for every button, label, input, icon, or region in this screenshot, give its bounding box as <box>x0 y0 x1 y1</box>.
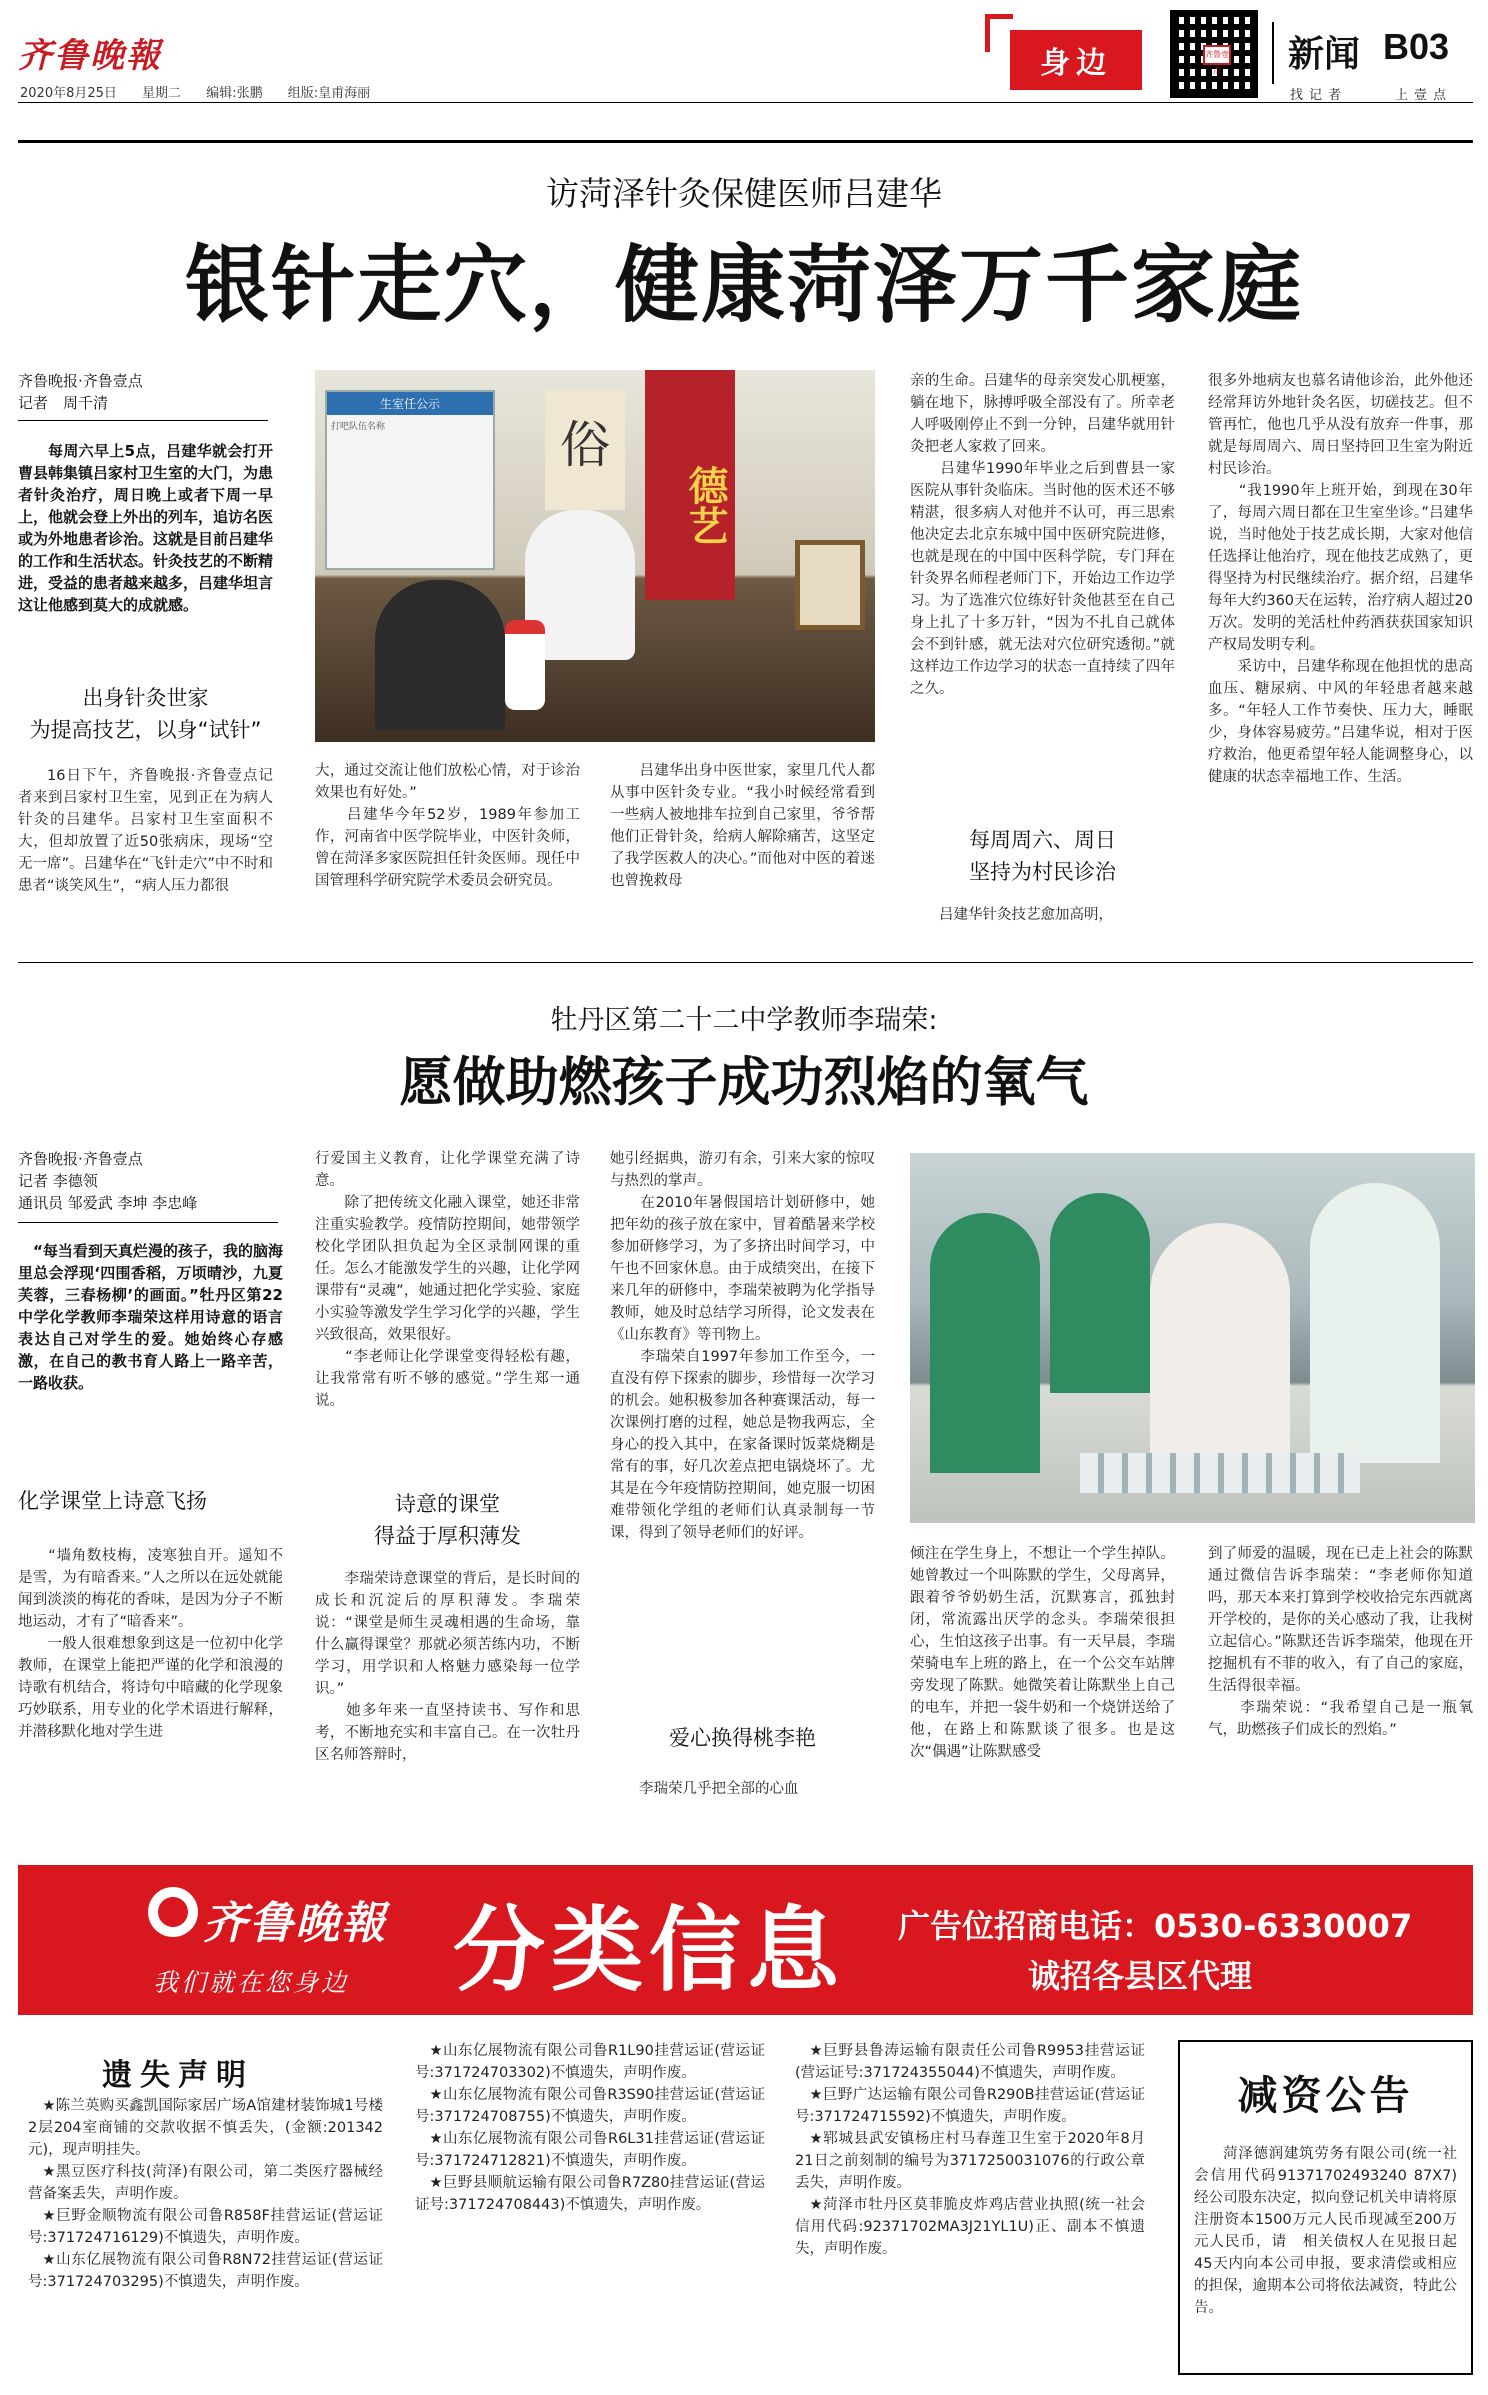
story2-headline: 愿做助燃孩子成功烈焰的氧气 <box>399 1052 1089 1113</box>
story1-col4-tail: 吕建华针灸技艺愈加高明， <box>910 907 1113 923</box>
story1-col4: 亲的生命。吕建华的母亲突发心肌梗塞，躺在地下，脉搏呼吸全部没有了。所幸老人呼吸刚停止不到一分钟，吕建华就用针灸把老人家救了回来。 吕建华1990年毕业之后到曹县一家医院从事针灸临床。当时他的医术还不够精湛，很多病人对他并不认可，再三思索他决定去北京东城中国中医研究院进修，也就是现在的中国中医科学院，专门拜在针灸界名师程老师门下，开始边工作边学习。为了选准穴位练好针灸他甚至在自己身上扎了十多万针，“因为不扎自己就体会不到针感，就无法对穴位研究透彻。”就这样边工作边学习的状态一直持续了四年之久。 <box>910 373 1175 697</box>
classified-item: ★巨野金顺物流有限公司鲁R858F挂营运证(营运证号:371724716129)不慎遗失，声明作废。 <box>28 2208 383 2246</box>
photo-banner: 德艺 <box>645 370 735 600</box>
classified-title: 分类信息 <box>453 1897 846 2004</box>
story1-subhead1-line1: 出身针灸世家 <box>82 686 209 710</box>
issue-meta <box>20 82 370 101</box>
classified-item: ★巨野广达运输有限公司鲁R290B挂营运证(营运证号:371724715592)不慎遗失，声明作废。 <box>795 2087 1145 2125</box>
story2-col5: 到了师爱的温暖，现在已走上社会的陈默通过微信告诉李瑞荣：“李老师你知道吗，那天本来打算到学校收拾完东西就离开学校的，是你的关心感动了我，让我树立起信心。”陈默还告诉李瑞荣，他现在开挖掘机有不菲的收入，有了自己的家庭，生活得很幸福。 李瑞荣说：“我希望自己是一瓶氧气，助燃孩子们成长的烈焰。” <box>1208 1546 1473 1738</box>
classified-logo-slogan: 我们就在您身边 <box>153 1968 350 1997</box>
story2-subhead2-line2: 得益于厚积薄发 <box>374 1524 521 1548</box>
story2-kicker: 牡丹区第二十二中学教师李瑞荣: <box>550 1005 938 1036</box>
classified-item: ★郓城县武安镇杨庄村马春莲卫生室于2020年8月21日之前刻制的编号为3717250031076的行政公章丢失，声明作废。 <box>795 2131 1145 2191</box>
story1-subhead2 <box>910 824 1175 888</box>
story2-subhead1: 化学课堂上诗意飞扬 <box>18 1489 207 1513</box>
classified-item: ★巨野县鲁涛运输有限责任公司鲁R9953挂营运证(营运证号:371724355044)不慎遗失，声明作废。 <box>795 2043 1145 2081</box>
photo-notice-board <box>325 390 495 570</box>
classified-logo-icon <box>148 1887 198 1937</box>
classified-item: ★陈兰英购买鑫凯国际家居广场A馆建材装饰城1号楼2层204室商铺的交款收据不慎丢失，(金额:201342元)，现声明挂失。 <box>28 2098 383 2158</box>
story2-col1-body: “墙角数枝梅，凌寒独自开。遥知不是雪，为有暗香来。”人之所以在远处就能闻到淡淡的梅花的香味，是因为分子不断地运动，才有了“暗香来”。 一般人很难想象到这是一位初中化学教师，在课堂上能把严谨的化学和浪漫的诗歌有机结合，将诗句中暗藏的化学现象巧妙联系，用专业的化学术语进行解释，并潜移默化地对学生进 <box>18 1548 283 1740</box>
classified-item: ★山东亿展物流有限公司鲁R6L31挂营运证(营运证号:371724712821)不慎遗失，声明作废。 <box>415 2131 765 2169</box>
classified-recruit: 诚招各县区代理 <box>1028 1957 1253 1995</box>
story1-byline <box>18 370 268 414</box>
story2-col2-body: 李瑞荣诗意课堂的背后，是长时间的成长和沉淀后的厚积薄发。李瑞荣说：“课堂是师生灵魂相遇的生命场，靠什么赢得课堂？那就必须苦练内功，不断学习，用学识和人格魅力感染每一位学识。” 她多年来一直坚持读书、写作和思考，不断地充实和丰富自己。在一次牡丹区名师答辩时， <box>315 1571 580 1763</box>
classified-banner <box>18 1865 1473 2015</box>
issue-date: 2020年8月25日 <box>20 86 117 101</box>
story2-byline-reporter: 记者 李德领 <box>18 1172 98 1190</box>
story2-subhead2-line1: 诗意的课堂 <box>395 1492 500 1516</box>
lost-notice-title: 遗失声明 <box>102 2058 254 2093</box>
classified-col1 <box>28 2095 383 2293</box>
story2-col2-top: 行爱国主义教育，让化学课堂充满了诗意。 除了把传统文化融入课堂，她还非常注重实验教学。疫情防控期间，她带领学校化学团队担负起为全区录制网课的重任。怎么才能激发学生的兴趣，让化学网课带有“灵魂”，她通过把化学实验、家庭小实验等激发学生学习化学的兴趣，学生兴致很高，效果很好。 “李老师让化学课堂变得轻松有趣，让我常常有听不够的感觉。”学生郑一通说。 <box>315 1151 580 1409</box>
classified-item: ★山东亿展物流有限公司鲁R1L90挂营运证(营运证号:371724703302)不慎遗失，声明作废。 <box>415 2043 765 2081</box>
qr-code-icon <box>1170 10 1258 98</box>
story2-byline <box>18 1148 283 1214</box>
issue-editor: 编辑:张鹏 <box>206 86 263 101</box>
photo-notice-sub: 打吧队伍名称 <box>331 422 386 432</box>
photo-frame <box>795 540 865 630</box>
story1-col3: 吕建华出身中医世家，家里几代人都从事中医针灸专业。“我小时候经常看到一些病人被地排车拉到自己家里，爷爷帮他们正骨针灸，给病人解除痛苦，这坚定了我学医救人的决心。”而他对中医的着迷也曾挽救母 <box>610 763 875 889</box>
story1-kicker: 访菏泽针灸保健医师吕建华 <box>546 174 942 213</box>
story2-top-rule <box>18 962 1473 963</box>
story1-col1-body: 16日下午，齐鲁晚报·齐鲁壹点记者来到吕家村卫生室，见到正在为病人针灸的吕建华。吕家村卫生室面积不大，但却放置了近50张病床，现场“空无一席”。吕建华在“飞针走穴”中不时和患者“谈笑风生”，“病人压力都很 <box>18 768 273 894</box>
photo-student-right <box>1310 1183 1440 1463</box>
classified-item: ★黑豆医疗科技(菏泽)有限公司，第二类医疗器械经营备案丢失，声明作废。 <box>28 2164 383 2202</box>
story1-byline-rule <box>18 420 268 421</box>
section-news-label: 新闻 <box>1288 34 1361 75</box>
story1-byline-reporter: 记者 周千清 <box>18 394 109 412</box>
page-number: B03 <box>1383 26 1450 67</box>
story1-subhead1 <box>18 682 273 746</box>
slogan-right: 上壹点 <box>1395 88 1453 103</box>
story1-subhead2-line2: 坚持为村民诊治 <box>969 860 1116 884</box>
issue-weekday: 星期二 <box>142 86 182 101</box>
qr-center-label: 齐鲁壹点 <box>1203 45 1231 65</box>
story2-lead: “每当看到天真烂漫的孩子，我的脑海里总会浮现‘四围香稻，万顷晴沙，九夏芙蓉，三春杨柳’的画面。”牡丹区第22中学化学教师李瑞荣这样用诗意的语言表达自己对学生的爱。她始终心存感激，在自己的教书育人路上一路辛苦，一路收获。 <box>18 1242 283 1392</box>
issue-designer: 组版:皇甫海丽 <box>287 86 371 101</box>
classified-item: ★菏泽市牡丹区莫菲脆皮炸鸡店营业执照(统一社会信用代码:92371702MA3J21YL1U)正、副本不慎遗失，声明作废。 <box>795 2197 1145 2257</box>
photo-teacher <box>1150 1223 1290 1463</box>
story2-subhead2 <box>315 1488 580 1552</box>
story1-photo <box>315 370 875 742</box>
masthead-logo: 齐鲁晚報 <box>18 36 162 76</box>
classified-phone: 广告位招商电话：0530-6330007 <box>898 1907 1413 1945</box>
photo-beakers <box>1080 1453 1360 1493</box>
story1-col5: 很多外地病友也慕名请他诊治，此外他还经常拜访外地针灸名医，切磋技艺。但不管再忙，他也几乎从没有放弃一件事，那就是每周周六、周日坚持回卫生室为附近村民诊治。 “我1990年上班开始，到现在30年了，每周六周日都在卫生室坐诊。”吕建华说，当时他处于技艺成长期，大家对他信任选择让他治疗，现在他技艺成熟了，更得坚持为村民继续治疗。据介绍，吕建华每年大约360天在运转，治疗病人超过20万次。发明的羌活杜仲药酒获获国家知识产权局发明专利。 采访中，吕建华称现在他担忧的患高血压、糖尿病、中风的年轻患者越来越多。“年轻人工作节奏快、压力大，睡眠少，身体容易疲劳。”吕建华说，相对于医疗救治，他更希望年轻人能调整身心，以健康的状态幸福地工作、生活。 <box>1208 373 1473 785</box>
story2-byline-rule <box>18 1222 278 1223</box>
classified-item: ★巨野县顺航运输有限公司鲁R7Z80挂营运证(营运证号:371724708443)不慎遗失，声明作废。 <box>415 2175 765 2213</box>
story2-photo <box>910 1153 1475 1523</box>
classified-col2 <box>415 2040 765 2216</box>
reduce-notice-body: 菏泽德润建筑劳务有限公司(统一社会信用代码91371702493240 87X7)经公司股东决定，拟向登记机关申请将原注册资本1500万元人民币现减至200万元人民币，请 相关债权人在见报日起45天内向本公司申报，要求清偿或相应的担保，逾期本公司将依法减资，特此公告。 <box>1194 2146 1457 2316</box>
photo-notice-title: 生室任公示 <box>327 392 493 415</box>
classified-col3 <box>795 2040 1145 2260</box>
story1-subhead2-line1: 每周周六、周日 <box>969 828 1116 852</box>
photo-calligraphy: 俗 <box>545 390 625 510</box>
header-rule <box>18 102 1473 103</box>
story1-lead: 每周六早上5点，吕建华就会打开曹县韩集镇吕家村卫生室的大门，为患者针灸治疗，周日晚上或者下周一早上，他就会登上外出的列车，追访名医或为外地患者诊治。这就是目前吕建华的工作和生活状态。针灸技艺的不断精进，受益的患者越来越多，吕建华坦言这让他感到莫大的成就感。 <box>18 442 274 614</box>
story2-col3-top: 她引经据典，游刃有余，引来大家的惊叹与热烈的掌声。 在2010年暑假国培计划研修中，她把年幼的孩子放在家中，冒着酷暑来学校参加研修学习，为了多挤出时间学习，中午也不回家休息。由于成绩突出，在接下来几年的研修中，李瑞荣被聘为化学指导教师，她及时总结学习所得，论文发表在《山东教育》等刊物上。 李瑞荣自1997年参加工作至今，一直没有停下探索的脚步，珍惜每一次学习的机会。她积极参加各种赛课活动，每一次课例打磨的过程，她总是物我两忘，全身心的投入其中，在家备课时饭菜烧糊是常有的事，好几次差点把电锅烧坏了。尤其是在今年疫情防控期间，她克服一切困难带领化学组的老师们认真录制每一节课，得到了领导老师们的好评。 <box>610 1151 875 1541</box>
story1-byline-outlet: 齐鲁晚报·齐鲁壹点 <box>18 372 143 390</box>
story2-byline-corr: 通讯员 邹爱武 李坤 李忠峰 <box>18 1194 198 1212</box>
classified-logo: 齐鲁晚報 <box>203 1898 387 1949</box>
header-vrule <box>1272 22 1274 84</box>
story2-col3-body: 李瑞荣几乎把全部的心血 <box>610 1781 799 1797</box>
photo-patient <box>375 580 505 730</box>
section-tag: 身边 <box>1010 30 1142 90</box>
corner-mark-icon <box>985 14 1015 54</box>
slogan-left: 找记者 <box>1290 88 1348 103</box>
story1-col2: 大，通过交流让他们放松心情，对于诊治效果也有好处。” 吕建华今年52岁，1989年参加工作，河南省中医学院毕业，中医针灸师，曾在菏泽多家医院担任针灸医师。现任中国管理科学研究院学术委员会研究员。 <box>315 763 580 889</box>
photo-student-left <box>930 1213 1040 1473</box>
photo-bottle <box>505 620 545 710</box>
story2-col4: 倾注在学生身上，不想让一个学生掉队。她曾教过一个叫陈默的学生，父母离异，跟着爷爷奶奶生活，沉默寡言，孤独封闭，常流露出厌学的念头。李瑞荣很担心，生怕这孩子出事。有一天早晨，李瑞荣骑电车上班的路上，在一个公交车站牌旁发现了陈默。她微笑着让陈默坐上自己的电车，并把一袋牛奶和一个烧饼送给了他，在路上和陈默谈了很多。也是这次“偶遇”让陈默感受 <box>910 1546 1175 1760</box>
photo-student-back <box>1050 1193 1150 1393</box>
story1-top-rule <box>18 140 1473 143</box>
classified-item: ★山东亿展物流有限公司鲁R3S90挂营运证(营运证号:371724708755)不慎遗失，声明作废。 <box>415 2087 765 2125</box>
reduce-notice-box <box>1178 2040 1473 2375</box>
story2-subhead3: 爱心换得桃李艳 <box>669 1726 816 1750</box>
classified-item: ★山东亿展物流有限公司鲁R8N72挂营运证(营运证号:371724703295)不慎遗失，声明作废。 <box>28 2252 383 2290</box>
story1-subhead1-line2: 为提高技艺，以身“试针” <box>29 718 262 742</box>
story1-headline: 银针走穴，健康菏泽万千家庭 <box>184 236 1303 334</box>
story2-byline-outlet: 齐鲁晚报·齐鲁壹点 <box>18 1150 143 1168</box>
reduce-notice-title: 减资公告 <box>1237 2073 1414 2119</box>
